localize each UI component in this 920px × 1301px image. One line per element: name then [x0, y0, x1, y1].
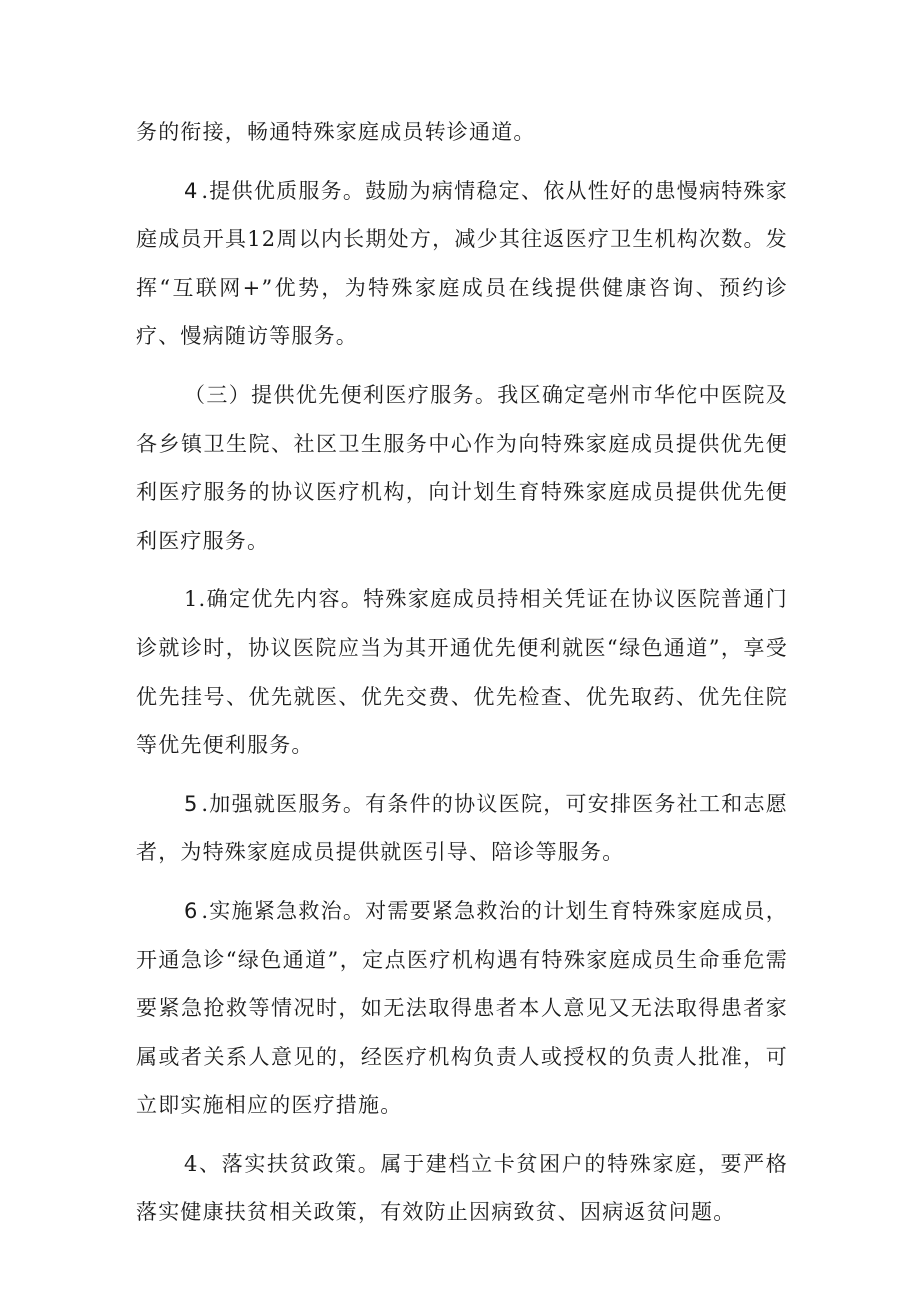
paragraph-text: 4、落实扶贫政策。属于建档立卡贫困户的特殊家庭，要严格落实健康扶贫相关政策，有效防止因病致贫、因病返贫问题。: [136, 1151, 788, 1225]
paragraph-text: 1.确定优先内容。特殊家庭成员持相关凭证在协议医院普通门诊就诊时，协议医院应当为其开通优先便利就医“绿色通道”，享受优先挂号、优先就医、优先交费、优先检查、优先取药、优先住院等优先便利服务。: [136, 587, 788, 758]
paragraph-text: （三）提供优先便利医疗服务。我区确定亳州市华佗中医院及各乡镇卫生院、社区卫生服务中心作为向特殊家庭成员提供优先便利医疗服务的协议医疗机构，向计划生育特殊家庭成员提供优先便利医疗服务。: [136, 382, 788, 553]
paragraph-text: .加强就医服务。有条件的协议医院，可安排医务社工和志愿者，为特殊家庭成员提供就医引导、陪诊等服务。: [136, 791, 788, 865]
paragraph-text: .提供优质服务。鼓励为病情稳定、依从性好的患慢病特殊家庭成员开具12周以内长期处方，减少其往返医疗卫生机构次数。发挥“互联网+”优势，为特殊家庭成员在线提供健康咨询、预约诊疗、慢病随访等服务。: [136, 178, 788, 349]
item-number: 4: [184, 178, 202, 203]
paragraph-strengthen-service: [136, 780, 788, 877]
item-number: 6: [184, 898, 202, 923]
paragraph-emergency-treatment: [136, 887, 788, 1130]
paragraph-continuation: [136, 108, 788, 157]
paragraph-priority-content: [136, 575, 788, 769]
paragraph-text: 务的衔接，畅通特殊家庭成员转诊通道。: [136, 120, 536, 144]
document-page: [136, 108, 788, 1247]
item-number: 5: [184, 791, 202, 816]
paragraph-provide-quality-service: [136, 167, 788, 361]
paragraph-poverty-policy: [136, 1140, 788, 1237]
paragraph-text: .实施紧急救治。对需要紧急救治的计划生育特殊家庭成员，开通急诊“绿色通道”，定点医疗机构遇有特殊家庭成员生命垂危需要紧急抢救等情况时，如无法取得患者本人意见又无法取得患者家属或者关系人意见的，经医疗机构负责人或授权的负责人批准，可立即实施相应的医疗措施。: [136, 898, 788, 1118]
paragraph-priority-medical-service: [136, 371, 788, 565]
